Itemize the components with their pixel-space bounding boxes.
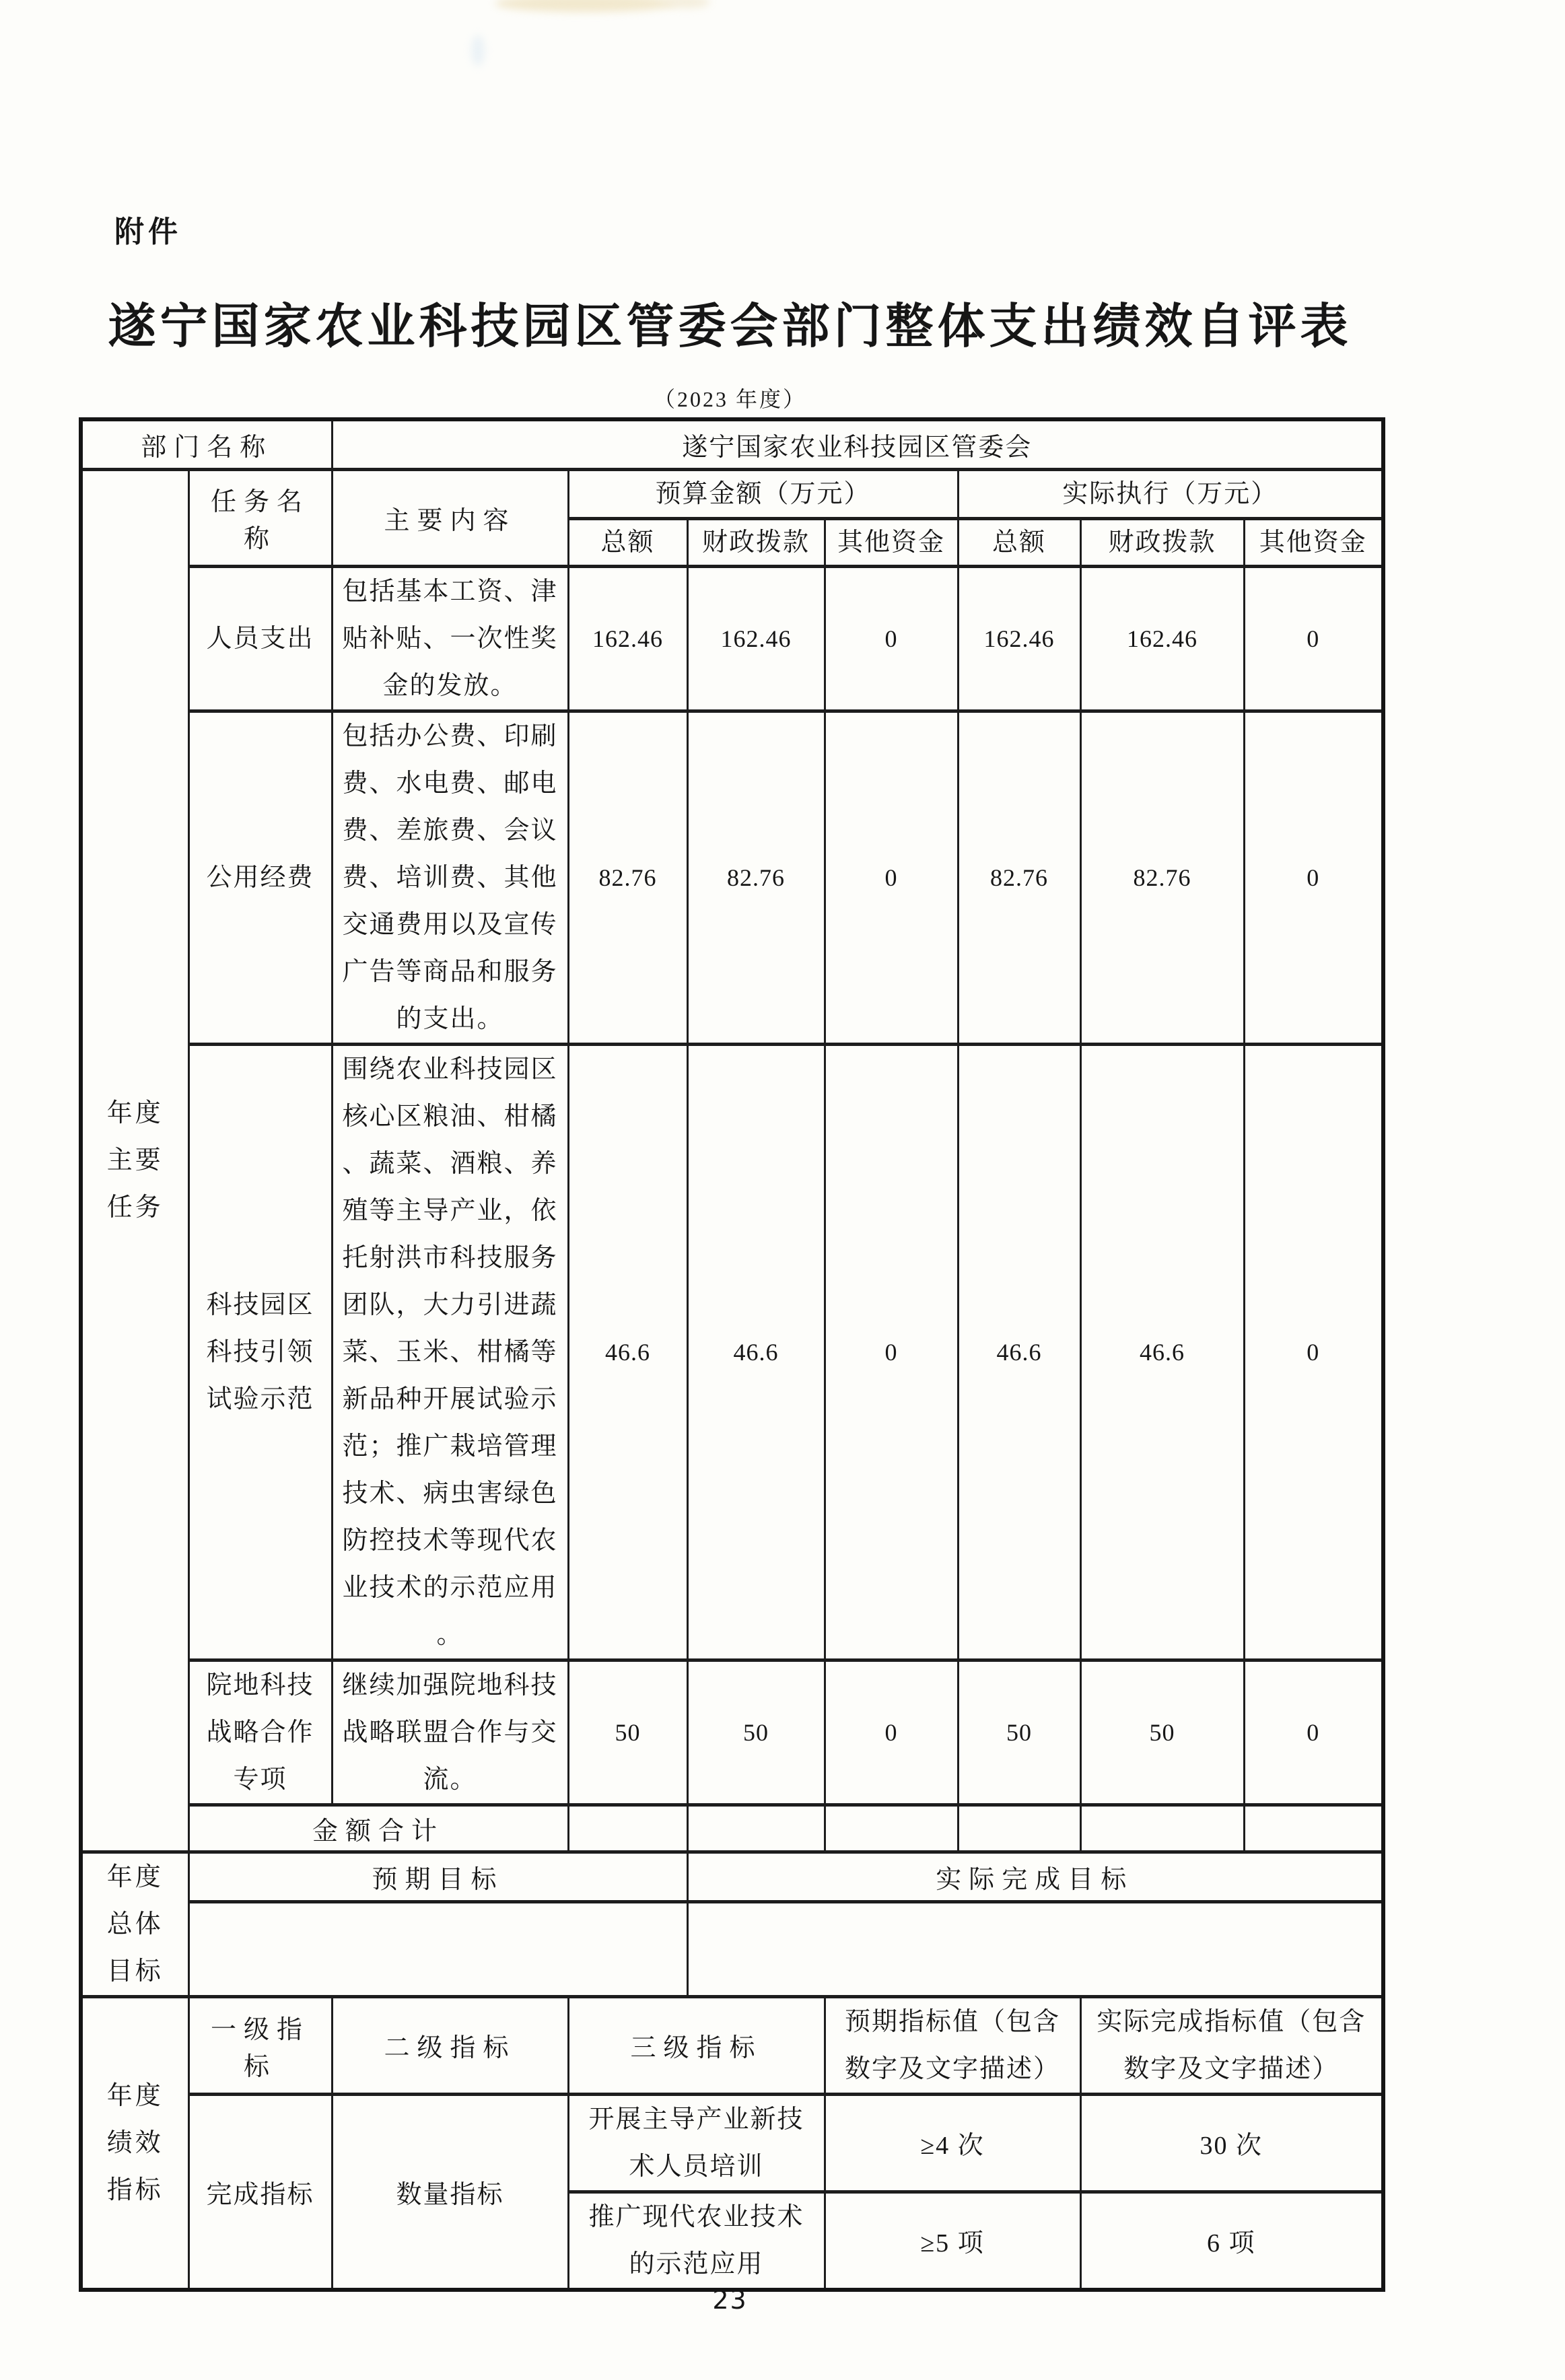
- actual-indicator-value: 6 项: [1080, 2192, 1383, 2290]
- subheader-actual-total: 总额: [958, 518, 1080, 566]
- expected-goal-header: 预期目标: [188, 1852, 687, 1901]
- budget-fiscal-value: 46.6: [687, 1044, 825, 1660]
- budget-total-value: 162.46: [568, 566, 687, 711]
- totals-budget-other: [825, 1805, 958, 1852]
- task-name: 院地科技战略合作专项: [206, 1671, 314, 1794]
- totals-label: 金额合计: [188, 1805, 568, 1852]
- task-row-personnel: [81, 566, 1383, 711]
- task-content: 继续加强院地科技战略联盟合作与交流。: [332, 1660, 568, 1805]
- scan-artifact: [471, 35, 485, 66]
- task-name-cell: [188, 566, 332, 711]
- task-row-tech-park: [81, 1044, 1383, 1660]
- totals-actual-total: [958, 1805, 1080, 1852]
- task-name-cell: [188, 1044, 332, 1660]
- page-subtitle: （2023 年度）: [653, 387, 806, 411]
- subheader-budget-total: 总额: [568, 518, 687, 566]
- budget-other-value: 0: [825, 566, 958, 711]
- budget-fiscal-value: 162.46: [687, 566, 825, 711]
- task-name: 科技园区科技引领试验示范: [206, 1290, 314, 1413]
- task-content: 包括基本工资、津贴补贴、一次性奖金的发放。: [332, 566, 568, 711]
- department-name-label: 部门名称: [81, 419, 332, 469]
- totals-actual-other: [1244, 1805, 1383, 1852]
- page-number: 23: [712, 2285, 748, 2315]
- column-header-budget-group: 预算金额（万元）: [568, 469, 958, 518]
- actual-fiscal-value: 82.76: [1080, 711, 1244, 1044]
- level2-indicator-value: 数量指标: [332, 2094, 568, 2290]
- actual-other-value: 0: [1244, 566, 1383, 711]
- budget-other-value: 0: [825, 711, 958, 1044]
- actual-fiscal-value: 162.46: [1080, 566, 1244, 711]
- actual-goal-header: 实际完成目标: [687, 1852, 1383, 1901]
- header-level1-indicator: 一级指标: [188, 1996, 332, 2094]
- expected-goal-value: [188, 1901, 687, 1996]
- actual-other-value: 0: [1244, 1660, 1383, 1805]
- actual-total-value: 46.6: [958, 1044, 1080, 1660]
- indicator-row-training: [81, 2094, 1383, 2192]
- budget-total-value: 46.6: [568, 1044, 687, 1660]
- budget-other-value: 0: [825, 1660, 958, 1805]
- section-label-annual-tasks: [81, 469, 188, 1852]
- totals-actual-fiscal: [1080, 1805, 1244, 1852]
- header-level2-indicator: 二级指标: [332, 1996, 568, 2094]
- self-evaluation-table: [79, 417, 1385, 2292]
- column-header-actual-group: 实际执行（万元）: [958, 469, 1383, 518]
- budget-total-value: 82.76: [568, 711, 687, 1044]
- task-name: 公用经费: [206, 863, 314, 892]
- department-name-value: 遂宁国家农业科技园区管委会: [332, 419, 1383, 469]
- totals-budget-fiscal: [687, 1805, 825, 1852]
- task-content: 围绕农业科技园区核心区粮油、柑橘、蔬菜、酒粮、养殖等主导产业，依托射洪市科技服务团队，大力引进蔬菜、玉米、柑橘等新品种开展试验示范；推广栽培管理技术、病虫害绿色防控技术等现代农业技术的示范应用。: [332, 1044, 568, 1660]
- subheader-budget-other: 其他资金: [825, 518, 958, 566]
- level3-indicator: 推广现代农业技术的示范应用: [568, 2192, 825, 2290]
- budget-total-value: 50: [568, 1660, 687, 1805]
- totals-budget-total: [568, 1805, 687, 1852]
- header-level3-indicator: 三级指标: [568, 1996, 825, 2094]
- column-header-main-content: 主要内容: [332, 469, 568, 566]
- subheader-actual-other: 其他资金: [1244, 518, 1383, 566]
- level1-indicator-value: 完成指标: [188, 2094, 332, 2290]
- expected-indicator-value: ≥4 次: [825, 2094, 1080, 2192]
- task-row-strategic-cooperation: [81, 1660, 1383, 1805]
- header-expected-indicator-value: 预期指标值（包含数字及文字描述）: [825, 1996, 1080, 2094]
- attachment-label: 附件: [114, 215, 182, 248]
- actual-fiscal-value: 46.6: [1080, 1044, 1244, 1660]
- annual-tasks-vertical-label: 年度主要任务: [106, 1099, 164, 1222]
- actual-goal-value: [687, 1901, 1383, 1996]
- totals-row: [81, 1805, 1383, 1852]
- task-name-cell: [188, 711, 332, 1044]
- scan-artifact: [495, 0, 676, 12]
- performance-vertical-label: 年度绩效指标: [106, 2081, 164, 2204]
- actual-fiscal-value: 50: [1080, 1660, 1244, 1805]
- task-content: 包括办公费、印刷费、水电费、邮电费、差旅费、会议费、培训费、其他交通费用以及宣传广告等商品和服务的支出。: [332, 711, 568, 1044]
- scan-artifact: [663, 0, 710, 8]
- task-row-public-funds: [81, 711, 1383, 1044]
- expected-indicator-value: ≥5 项: [825, 2192, 1080, 2290]
- budget-fiscal-value: 82.76: [687, 711, 825, 1044]
- actual-indicator-value: 30 次: [1080, 2094, 1383, 2192]
- task-name: 人员支出: [206, 624, 314, 653]
- section-label-annual-goal: [81, 1852, 188, 1996]
- subheader-actual-fiscal: 财政拨款: [1080, 518, 1244, 566]
- header-actual-indicator-value: 实际完成指标值（包含数字及文字描述）: [1080, 1996, 1383, 2094]
- budget-fiscal-value: 50: [687, 1660, 825, 1805]
- actual-total-value: 162.46: [958, 566, 1080, 711]
- column-header-task-name: 任务名称: [188, 469, 332, 566]
- level3-indicator: 开展主导产业新技术人员培训: [568, 2094, 825, 2192]
- subheader-budget-fiscal: 财政拨款: [687, 518, 825, 566]
- task-name-cell: [188, 1660, 332, 1805]
- actual-other-value: 0: [1244, 711, 1383, 1044]
- actual-total-value: 50: [958, 1660, 1080, 1805]
- actual-total-value: 82.76: [958, 711, 1080, 1044]
- page-title: 遂宁国家农业科技园区管委会部门整体支出绩效自评表: [108, 301, 1352, 353]
- annual-goal-vertical-label: 年度总体目标: [106, 1862, 164, 1986]
- actual-other-value: 0: [1244, 1044, 1383, 1660]
- budget-other-value: 0: [825, 1044, 958, 1660]
- section-label-performance: [81, 1996, 188, 2290]
